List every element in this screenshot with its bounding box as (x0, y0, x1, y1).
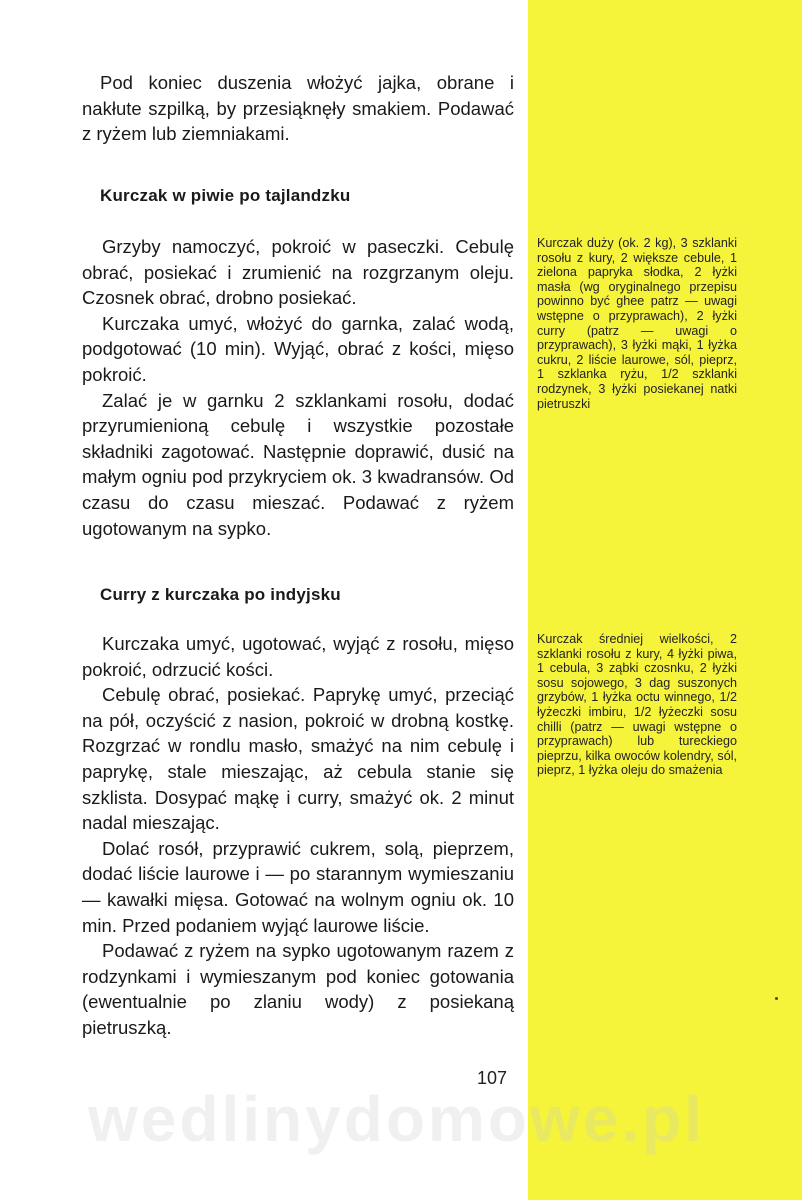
ingredients-sidebar-band (528, 0, 802, 1200)
intro-paragraph: Pod koniec duszenia włożyć jajka, obrane i nakłute szpilką, by przesiąknęły smakiem. Podawać z ryżem lub ziemniakami. (82, 72, 514, 145)
recipe-title-curry-z-kurczaka: Curry z kurczaka po indyjsku (100, 585, 341, 604)
recipe-2-step-3: Dolać rosół, przyprawić cukrem, solą, pieprzem, dodać liście laurowe i — po starannym wymieszaniu — kawałki mięsa. Gotować na wolnym ogniu ok. 10 min. Przed podaniem wyjąć laurowe liście. (82, 837, 514, 936)
recipe-2-step-2: Cebulę obrać, posiekać. Paprykę umyć, przeciąć na pół, oczyścić z nasion, pokroić w drobną kostkę. Rozgrzać w rondlu masło, smażyć na nim cebulę i paprykę, stale mieszając, aż cebula stanie się szklista. Dosypać mąkę i curry, smażyć ok. 2 minut nadal mieszając. (82, 684, 514, 834)
watermark: wedlinydomowe.pl (88, 1083, 705, 1155)
recipe-2-instructions (82, 631, 514, 1041)
recipe-title-kurczak-w-piwie: Kurczak w piwie po tajlandzku (100, 186, 351, 205)
recipe-1-step-2: Kurczaka umyć, włożyć do garnka, zalać wodą, podgotować (10 min). Wyjąć, obrać z kości, mięso pokroić. (82, 312, 514, 385)
print-speck (775, 997, 778, 1000)
recipe-2-step-4: Podawać z ryżem na sypko ugotowanym razem z rodzynkami i wymieszanym pod koniec gotowania (ewentualnie po zlaniu wody) z posiekaną pietruszką. (82, 940, 514, 1038)
recipe-1-ingredients: Kurczak duży (ok. 2 kg), 3 szklanki rosołu z kury, 2 większe cebule, 1 zielona papryka słodka, 2 łyżki masła (wg oryginalnego przepisu powinno być ghee patrz — uwagi wstępne o przyprawach), 2 łyżki curry (patrz — uwagi o przyprawach), 3 łyżki mąki, 1 łyżka cukru, 2 liście laurowe, sól, pieprz, 1 szklanka ryżu, 1/2 szklanki rodzynek, 3 łyżki posiekanej natki pietruszki (537, 236, 737, 411)
recipe-1-step-3: Zalać je w garnku 2 szklankami rosołu, dodać przyrumienioną cebulę i wszystkie pozostałe składniki zagotować. Następnie doprawić, dusić na małym ogniu pod przykryciem ok. 3 kwadransów. Od czasu do czasu mieszać. Podawać z ryżem ugotowanym na sypko. (82, 389, 514, 539)
recipe-2-step-1: Kurczaka umyć, ugotować, wyjąć z rosołu, mięso pokroić, odrzucić kości. (82, 633, 514, 680)
recipe-1-step-1: Grzyby namoczyć, pokroić w paseczki. Cebulę obrać, posiekać i zrumienić na rozgrzanym oleju. Czosnek obrać, drobno posiekać. (82, 236, 514, 309)
page-number: 107 (477, 1068, 508, 1088)
recipe-2-ingredients: Kurczak średniej wielkości, 2 szklanki rosołu z kury, 4 łyżki piwa, 1 cebula, 3 ząbki czosnku, 2 łyżki sosu sojowego, 3 dag suszonych grzybów, 1 łyżka octu winnego, 1/2 łyżeczki imbiru, 1/2 łyżeczki sosu chilli (patrz — uwagi wstępne o przyprawach) lub tureckiego pieprzu, kilka owoców kolendry, sól, pieprz, 1 łyżka oleju do smażenia (537, 632, 737, 778)
recipe-1-instructions (82, 234, 514, 541)
